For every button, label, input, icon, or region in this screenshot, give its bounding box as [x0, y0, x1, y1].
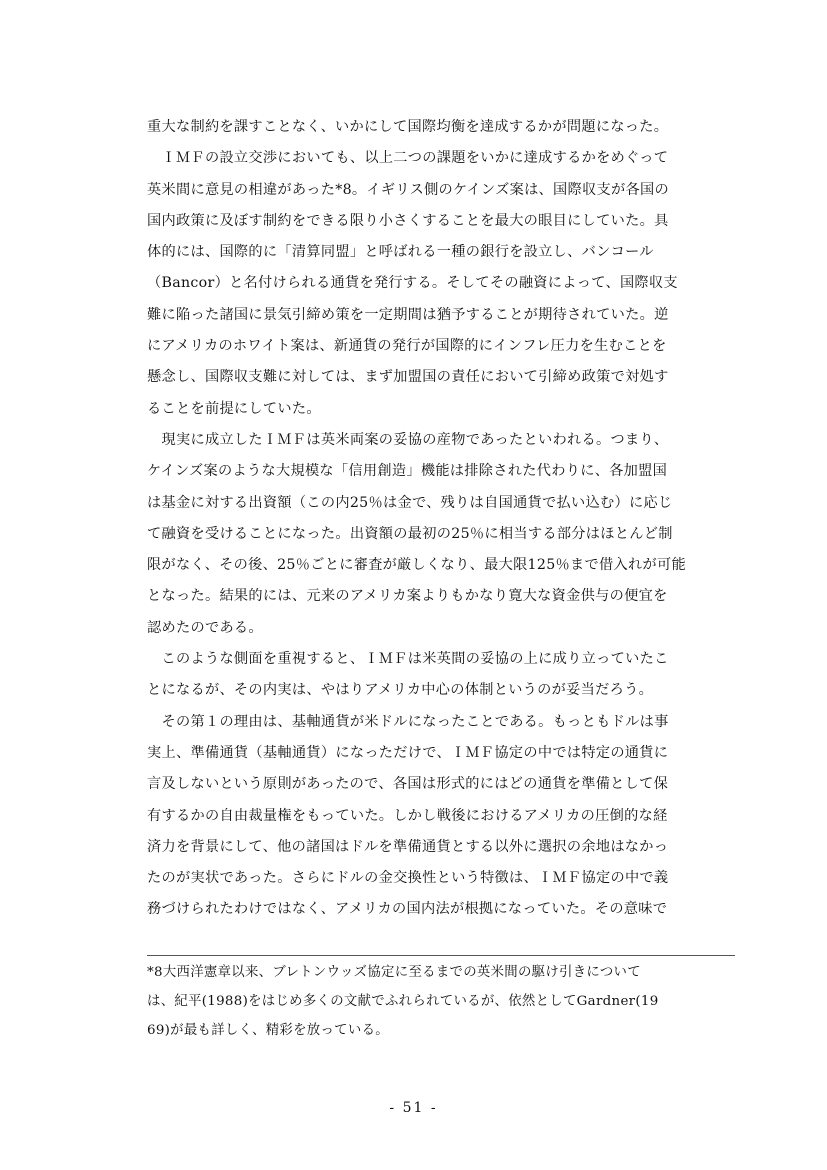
text-line: 務づけられたわけではなく、アメリカの国内法が根拠になっていた。その意味で — [147, 901, 668, 918]
text-line: 難に陥った諸国に景気引締め策を一定期間は猶予することが期待されていた。逆 — [147, 306, 669, 323]
footnote — [147, 958, 747, 1045]
text-line: ることを前提にしていた。 — [147, 400, 321, 417]
text-line: このような側面を重視すると、ＩＭＦは米英間の妥協の上に成り立っていたこ — [147, 651, 669, 668]
text-line: 実上、準備通貨（基軸通貨）になっただけで、ＩＭＦ協定の中では特定の通貨に — [147, 744, 669, 761]
text-line: て融資を受けることになった。出資額の最初の25％に相当する部分はほとんど制 — [147, 525, 673, 542]
text-line: 有するかの自由裁量権をもっていた。しかし戦後におけるアメリカの圧倒的な経 — [147, 807, 668, 824]
text-line: 認めたのである。 — [147, 619, 263, 636]
body-text — [147, 112, 747, 926]
text-line: とになるが、その内実は、やはりアメリカ中心の体制というのが妥当だろう。 — [147, 682, 654, 699]
footnote-line: は、紀平(1988)をはじめ多くの文献でふれられているが、依然としてGardner(19 — [147, 994, 659, 1009]
footnote-divider — [147, 955, 735, 956]
text-line: 懸念し、国際収支難に対しては、まず加盟国の責任において引締め政策で対処す — [147, 369, 669, 386]
text-line: （Bancor）と名付けられる通貨を発行する。そしてその融資によって、国際収支 — [147, 275, 678, 292]
text-line: にアメリカのホワイト案は、新通貨の発行が国際的にインフレ圧力を生むことを — [147, 338, 667, 355]
text-line: 重大な制約を課すことなく、いかにして国際均衡を達成するかが問題になった。 — [147, 119, 669, 135]
text-line: ケインズ案のような大規模な「信用創造」機能は排除された代わりに、各加盟国 — [147, 463, 668, 480]
text-line: 体的には、国際的に「清算同盟」と呼ばれる一種の銀行を設立し、バンコール — [147, 244, 654, 261]
footnote-line: 69)が最も詳しく、精彩を放っている。 — [147, 1023, 389, 1038]
text-line: 現実に成立したＩＭＦは英米両案の妥協の産物であったといわれる。つまり、 — [147, 431, 669, 448]
text-line: その第１の理由は、基軸通貨が米ドルになったことである。もっともドルは事 — [147, 713, 669, 730]
text-line: たのが実状であった。さらにドルの金交換性という特徴は、ＩＭＦ協定の中で義 — [147, 870, 669, 887]
text-line: 言及しないという原則があったので、各国は形式的にはどの通貨を準備として保 — [147, 776, 669, 793]
text-line: ＩＭＦの設立交渉においても、以上二つの課題をいかに達成するかをめぐって — [147, 150, 669, 167]
text-line: 済力を背景にして、他の諸国はドルを準備通貨とする以外に選択の余地はなかっ — [147, 838, 669, 855]
text-line: は基金に対する出資額（この内25％は金で、残りは自国通貨で払い込む）に応じ — [147, 494, 673, 511]
text-line: となった。結果的には、元来のアメリカ案よりもかなり寛大な資金供与の便宜を — [147, 588, 668, 605]
text-line: 限がなく、その後、25％ごとに審査が厳しくなり、最大限125％まで借入れが可能 — [147, 557, 686, 574]
page-number: - 51 - — [389, 1100, 438, 1116]
footnote-line: *8大西洋憲章以来、ブレトンウッズ協定に至るまでの英米間の駆け引きについて — [147, 965, 641, 980]
text-line: 英米間に意見の相違があった*8。イギリス側のケインズ案は、国際収支が各国の — [147, 181, 669, 198]
text-line: 国内政策に及ぼす制約をできる限り小さくすることを最大の眼目にしていた。具 — [147, 212, 669, 229]
